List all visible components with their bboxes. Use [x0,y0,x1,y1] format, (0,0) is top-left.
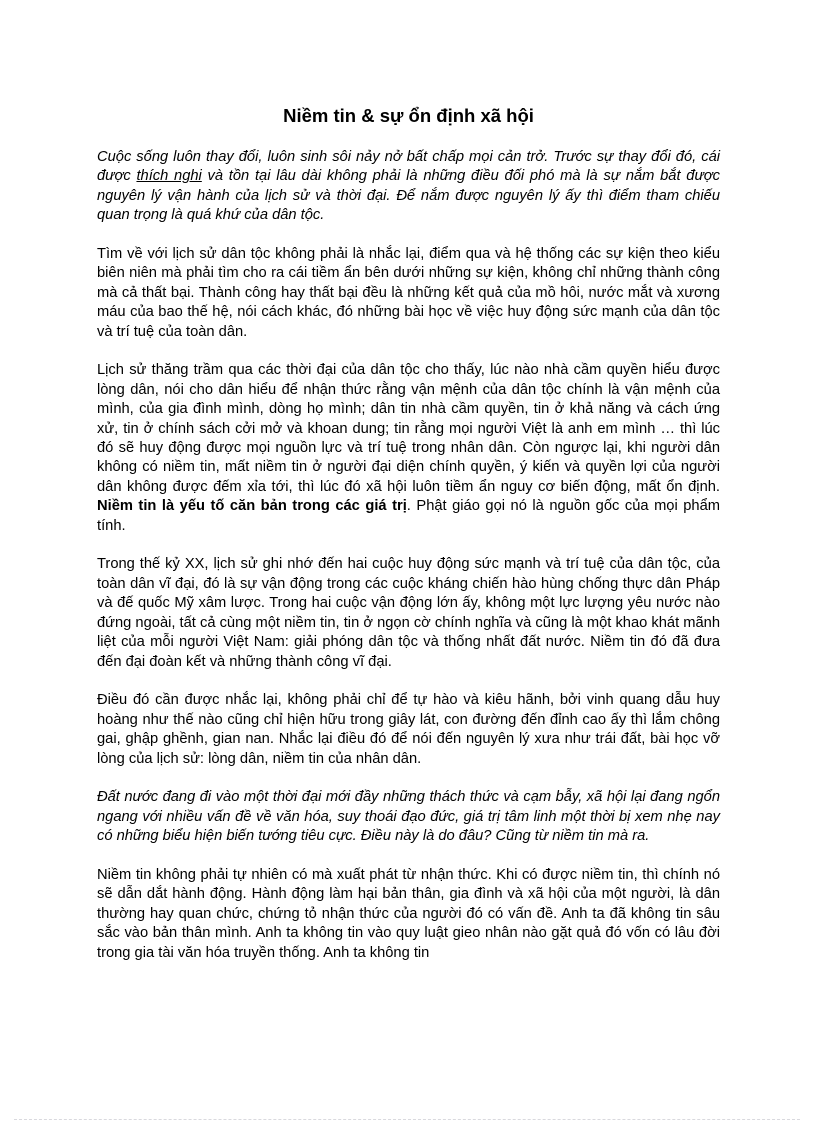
paragraph [97,245,720,342]
document-body [97,148,720,963]
page-bottom-cut-line [14,1119,800,1120]
text-run: Trong thế kỷ XX, lịch sử ghi nhớ đến hai cuộc huy động sức mạnh và trí tuệ của dân tộc, của toàn dân vĩ đại, đó là sự vận động trong các cuộc kháng chiến hào hùng chống thực dân Pháp và đế quốc Mỹ xâm lược. Trong hai cuộc vận động lớn ấy, không một lực lượng yêu nước nào đứng ngoài, tất cả cùng một niềm tin, tin ở ngọn cờ chính nghĩa và cũng là một khao khát mãnh liệt của mỗi người Việt Nam: giải phóng dân tộc và thống nhất đất nước. Niềm tin đó đã đưa đến đại đoàn kết và những thành công vĩ đại. [97,556,720,670]
paragraph [97,361,720,536]
text-run: Cuộc sống luôn thay đổi, luôn sinh sôi nảy nở bất chấp mọi cản trở. Trước sự thay đổi đó, cái được [97,149,720,185]
text-run: Tìm về với lịch sử dân tộc không phải là nhắc lại, điểm qua và hệ thống các sự kiện theo kiểu biên niên mà phải tìm cho ra cái tiềm ẩn bên dưới những sự kiện, không chỉ những thành công mà cả thất bại. Thành công hay thất bại đều là những kết quả của mồ hôi, nước mắt và xương máu của bao thế hệ, nói cách khác, đó những bài học về việc huy động sức mạnh của dân tộc và trí tuệ của toàn dân. [97,246,720,340]
text-run: . Phật giáo gọi nó là nguồn gốc của mọi phẩm tính. [97,498,720,534]
text-run: Điều đó cần được nhắc lại, không phải chỉ để tự hào và kiêu hãnh, bởi vinh quang dẫu huy hoàng như thế nào cũng chỉ hiện hữu trong giây lát, con đường đến đỉnh cao ấy thì lắm chông gai, ghập ghềnh, gian nan. Nhắc lại điều đó để nói đến nguyên lý xưa như trái đất, bài học vỡ lòng của lịch sử: lòng dân, niềm tin của nhân dân. [97,692,720,767]
underlined-text-run: thích nghi [136,168,202,185]
text-run: Lịch sử thăng trầm qua các thời đại của dân tộc cho thấy, lúc nào nhà cầm quyền hiểu được lòng dân, nói cho dân hiểu để nhận thức rằng vận mệnh của dân tộc chính là vận mệnh của mình, của gia đình mình, dòng họ mình; dân tin nhà cầm quyền, tin ở khả năng và cách ứng xử, tin ở chính sách cởi mở và khoan dung; tin rằng mọi người Việt là anh em mình … thì lúc đó sẽ huy động được mọi nguồn lực và trí tuệ trong nhân dân. Còn ngược lại, khi người dân không có niềm tin, mất niềm tin ở người đại diện chính quyền, ý kiến và quyền lợi của người dân không được đếm xỉa tới, thì lúc đó xã hội luôn tiềm ẩn nguy cơ biến động, mất ổn định. [97,362,720,495]
bold-text-run: Niềm tin là yếu tố căn bản trong các giá trị [97,498,407,515]
text-run: và tồn tại lâu dài không phải là những điều đối phó mà là sự nắm bắt được nguyên lý vận hành của lịch sử và thời đại. Để nắm được nguyên lý ấy thì điểm tham chiếu quan trọng là quá khứ của dân tộc. [97,168,720,224]
paragraph [97,148,720,226]
paragraph [97,555,720,671]
paragraph [97,788,720,846]
text-run: Đất nước đang đi vào một thời đại mới đầy những thách thức và cạm bẫy, xã hội lại đang ngổn ngang với nhiều vấn đề về văn hóa, suy thoái đạo đức, giá trị tâm linh một thời bị xem nhẹ nay có những biểu hiện biến tướng tiêu cực. Điều này là do đâu? Cũng từ niềm tin mà ra. [97,789,720,845]
page-title: Niềm tin & sự ổn định xã hội [283,105,534,126]
paragraph [97,691,720,769]
paragraph [97,866,720,963]
text-run: Niềm tin không phải tự nhiên có mà xuất phát từ nhận thức. Khi có được niềm tin, thì chính nó sẽ dẫn dắt hành động. Hành động làm hại bản thân, gia đình và xã hội của một người, là dân thường hay quan chức, chứng tỏ nhận thức của người đó có vấn đề. Anh ta đã không tin sâu sắc vào bản thân mình. Anh ta không tin vào quy luật gieo nhân nào gặt quả đó vốn có lâu đời trong gia tài văn hóa truyền thống. Anh ta không tin [97,866,720,961]
